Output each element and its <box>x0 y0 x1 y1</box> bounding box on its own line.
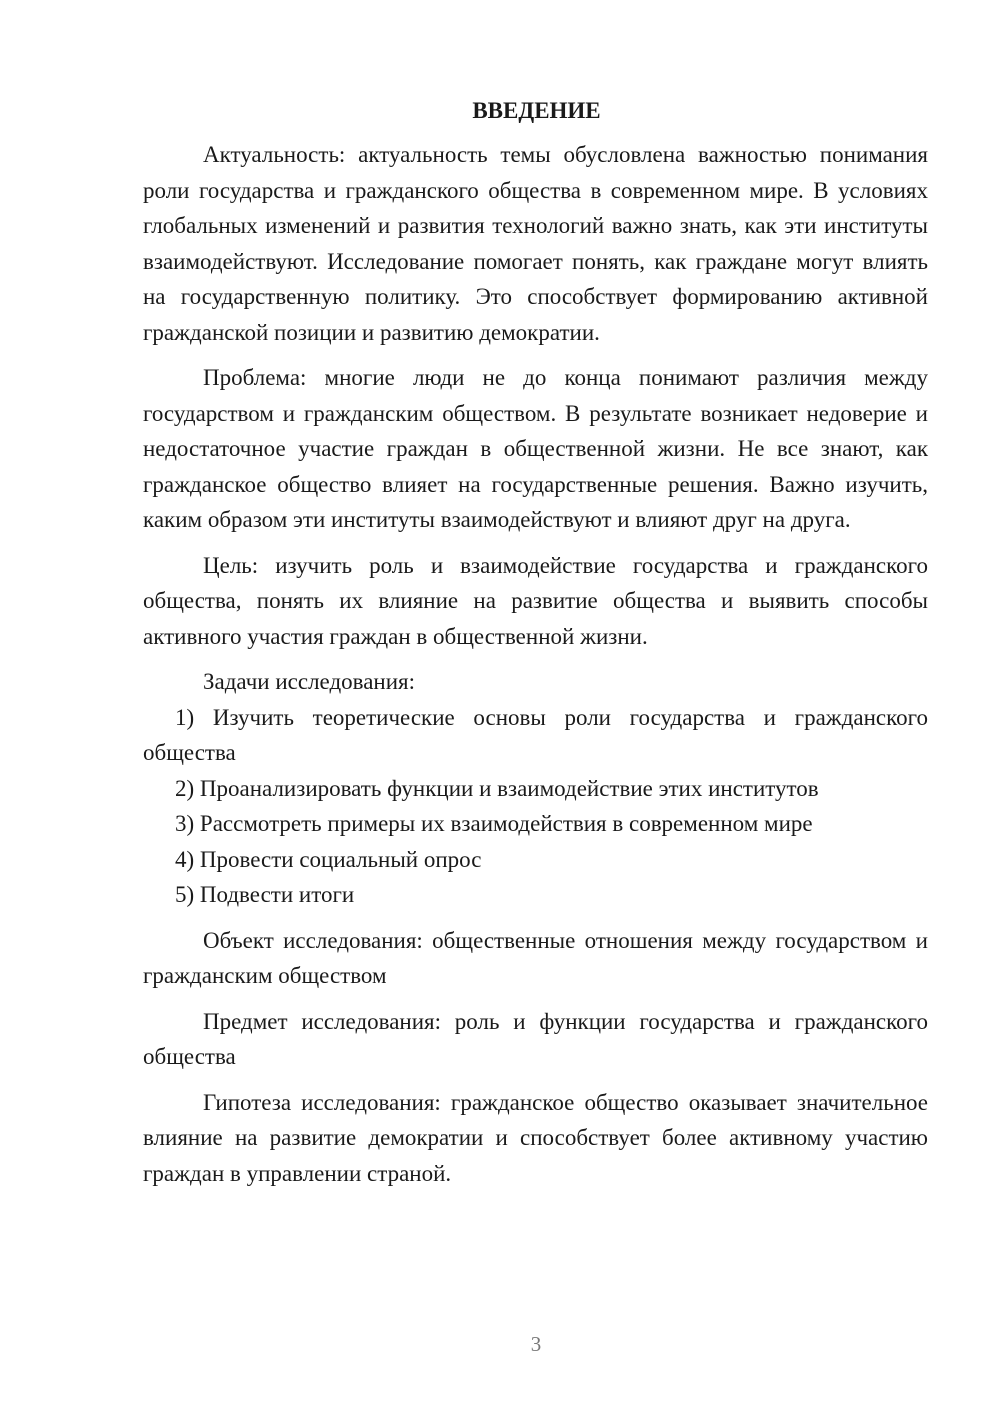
task-item-2: 2) Проанализировать функции и взаимодействие этих институтов <box>175 775 819 801</box>
goal-paragraph: Цель: изучить роль и взаимодействие государства и гражданского общества, понять их влияние на развитие общества и выявить способы активного участия граждан в общественной жизни. <box>143 552 928 649</box>
problem-paragraph: Проблема: многие люди не до конца понимают различия между государством и гражданским обществом. В результате возникает недоверие и недостаточное участие граждан в общественной жизни. Не все знают, как гражданское общество влияет на государственные решения. Важно изучить, каким образом эти институты взаимодействуют и влияют друг на друга. <box>143 365 928 532</box>
document-body <box>143 92 928 1191</box>
task-item-3: 3) Рассмотреть примеры их взаимодействия в современном мире <box>175 811 813 836</box>
page-title: ВВЕДЕНИЕ <box>472 98 601 123</box>
object-paragraph: Объект исследования: общественные отношения между государством и гражданским обществом <box>143 927 928 988</box>
task-item-1: 1) Изучить теоретические основы роли государства и гражданского общества <box>143 704 928 765</box>
tasks-title: Задачи исследования: <box>203 669 416 694</box>
hypothesis-paragraph: Гипотеза исследования: гражданское общество оказывает значительное влияние на развитие демократии и способствует более активному участию граждан в управлении страной. <box>143 1089 928 1186</box>
subject-paragraph: Предмет исследования: роль и функции государства и гражданского общества <box>143 1008 928 1069</box>
relevance-paragraph: Актуальность: актуальность темы обусловлена важностью понимания роли государства и гражданского общества в современном мире. В условиях глобальных изменений и развития технологий важно знать, как эти институты взаимодействуют. Исследование помогает понять, как граждане могут влиять на государственную политику. Это способствует формированию активной гражданской позиции и развитию демократии. <box>143 142 928 345</box>
task-item-5: 5) Подвести итоги <box>175 882 355 907</box>
page-number: 3 <box>530 1332 542 1356</box>
task-item-4: 4) Провести социальный опрос <box>175 846 482 872</box>
